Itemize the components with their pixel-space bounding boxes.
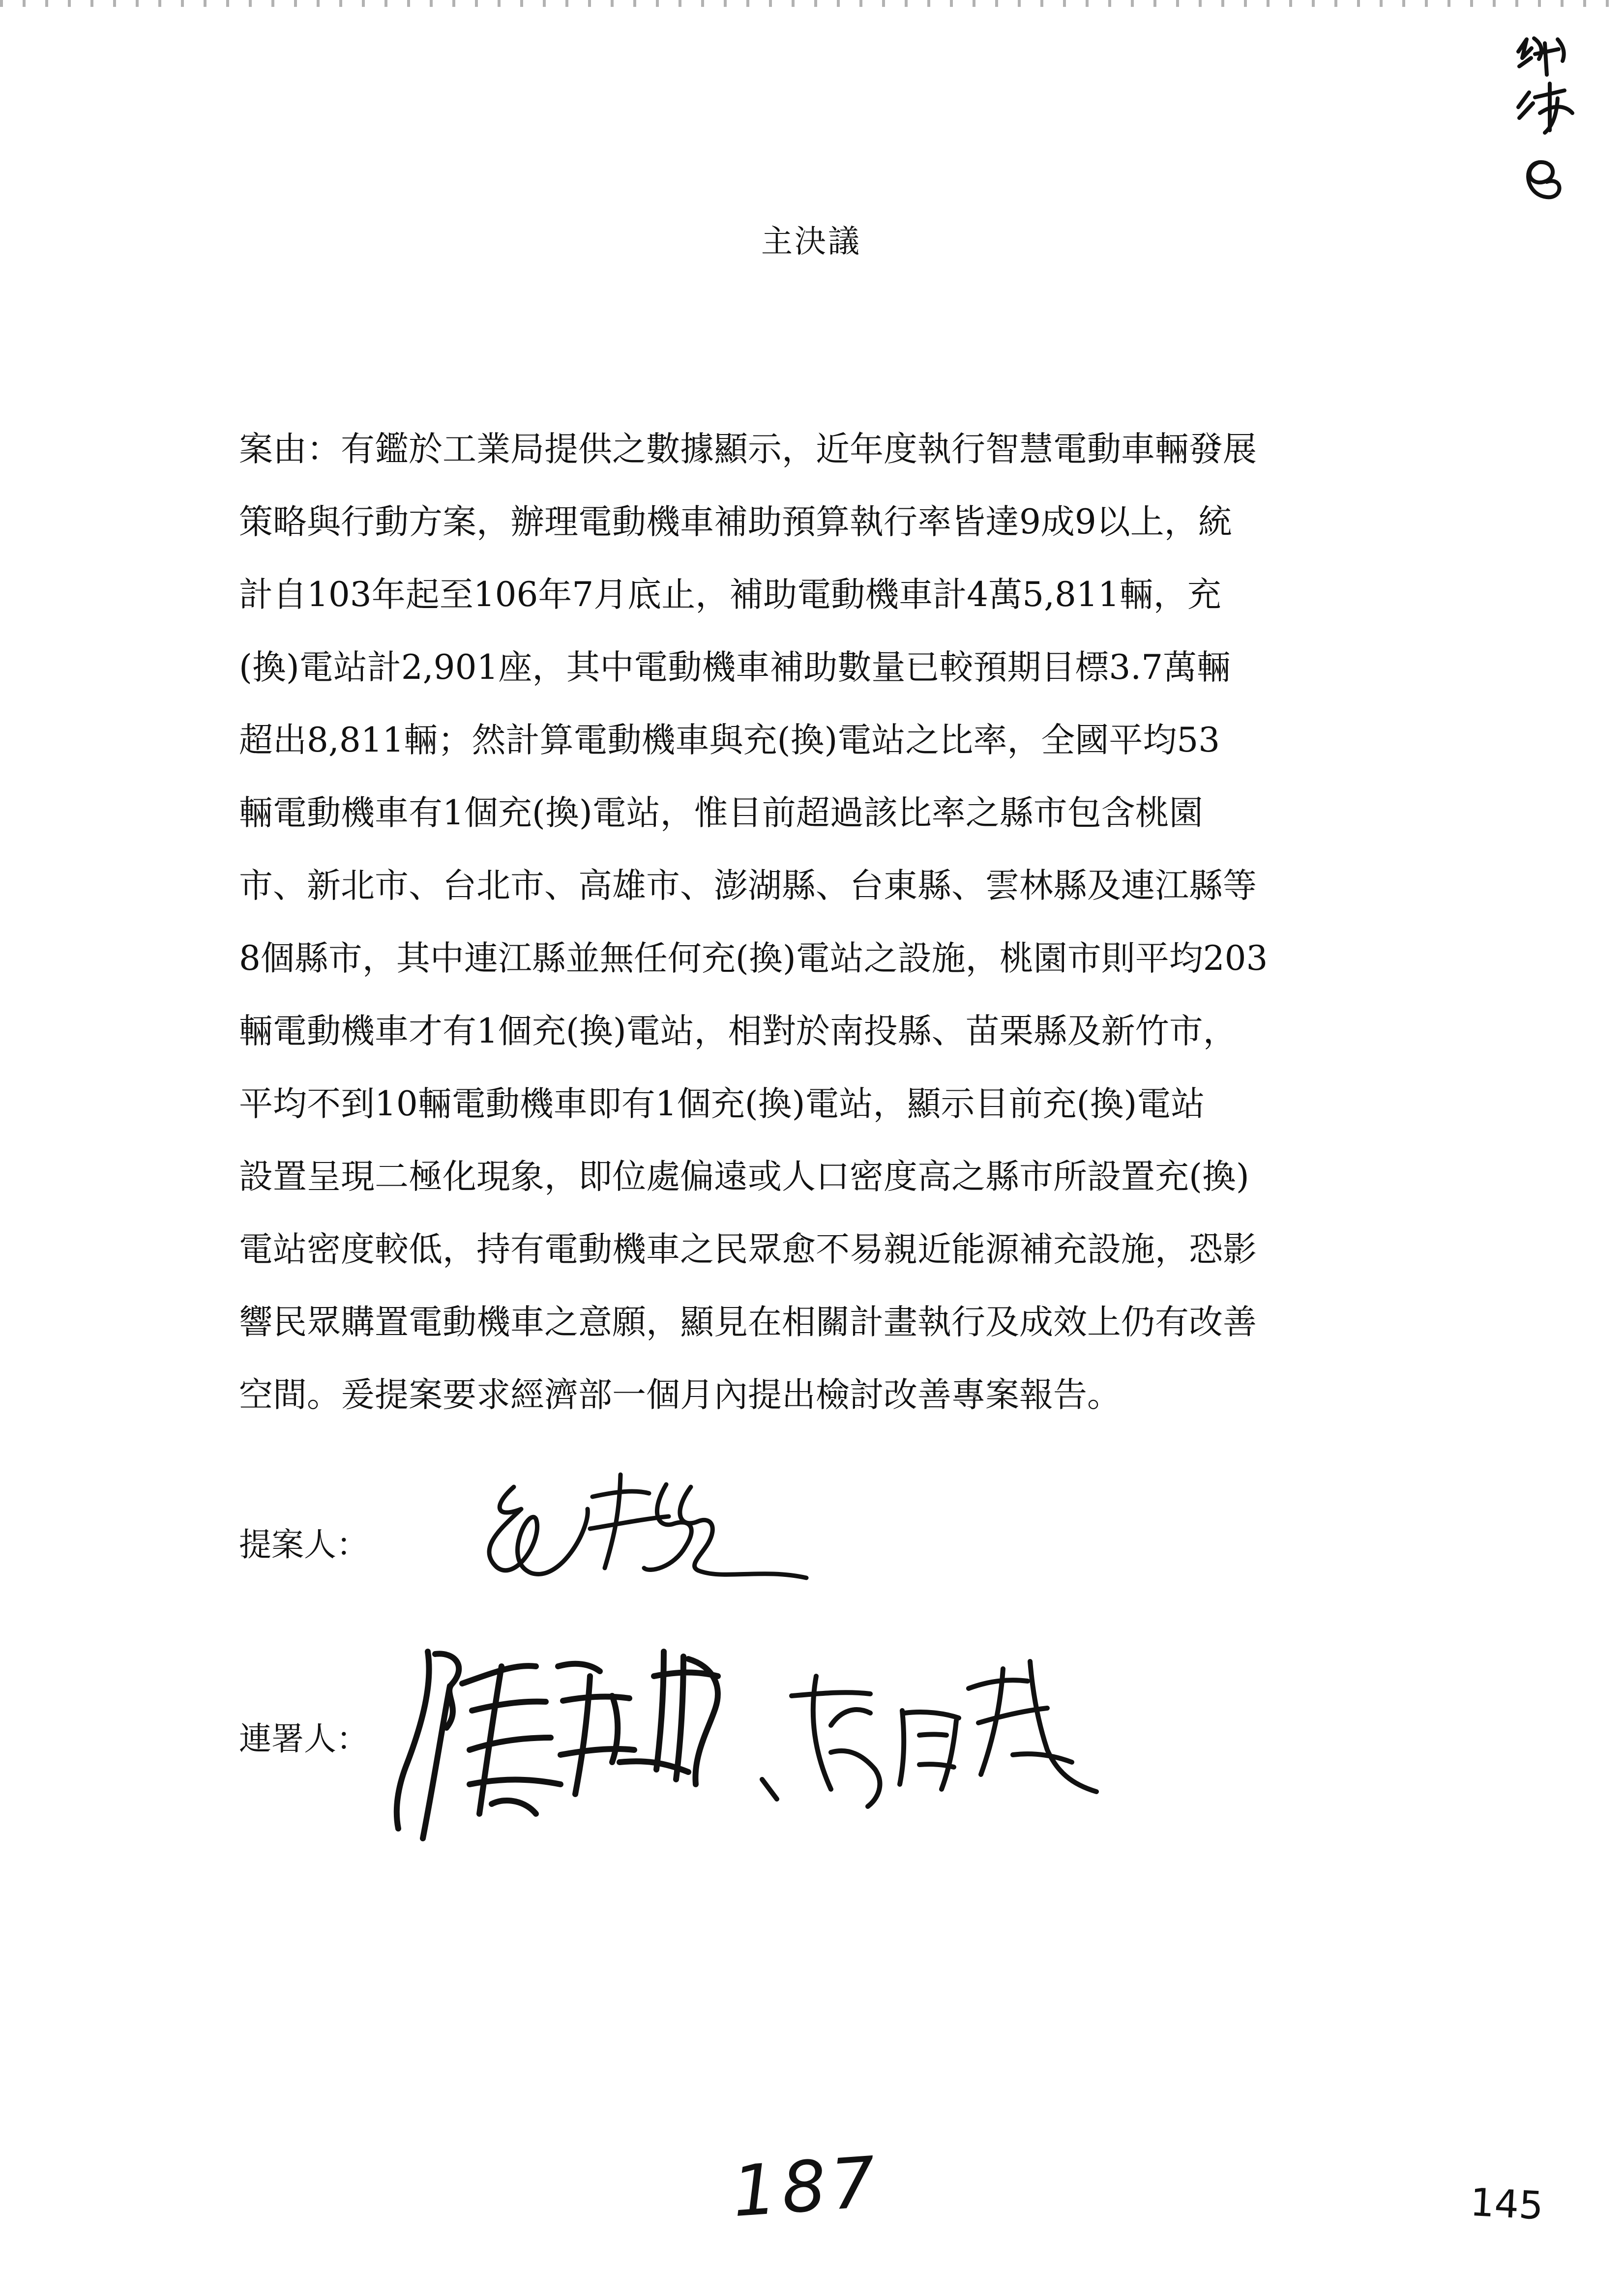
body-line: 策略與行動方案，辦理電動機車補助預算執行率皆達9成9以上，統 bbox=[239, 502, 1232, 542]
body-line: 輛電動機車有1個充(換)電站，惟目前超過該比率之縣市包含桃園 bbox=[239, 793, 1203, 833]
page-number-145: 145 bbox=[1469, 2180, 1545, 2229]
proposer-signature bbox=[443, 1455, 816, 1617]
cosigner-label: 連署人： bbox=[239, 1720, 369, 1758]
body-line: 設置呈現二極化現象，即位處偏遠或人口密度高之縣市所設置充(換) bbox=[239, 1157, 1249, 1196]
cosigner-signature-chen-chao-ming bbox=[388, 1637, 742, 1843]
proposer-label: 提案人： bbox=[239, 1526, 369, 1564]
scan-edge-marks bbox=[0, 0, 1624, 7]
body-line: 響民眾購置電動機車之意願，顯見在相關計畫執行及成效上仍有改善 bbox=[239, 1303, 1257, 1342]
document-body bbox=[239, 413, 1380, 1415]
handwritten-corner-note-graphic bbox=[1509, 29, 1583, 221]
body-line: 8個縣市，其中連江縣並無任何充(換)電站之設施，桃園市則平均203 bbox=[239, 939, 1268, 978]
body-line: 空間。爰提案要求經濟部一個月內提出檢討改善專案報告。 bbox=[239, 1375, 1121, 1415]
body-line: 輛電動機車才有1個充(換)電站，相對於南投縣、苗栗縣及新竹市， bbox=[239, 1012, 1237, 1051]
document-title: 主決議 bbox=[761, 224, 861, 260]
handwritten-corner-note bbox=[1509, 29, 1583, 221]
body-line: 市、新北市、台北市、高雄市、澎湖縣、台東縣、雲林縣及連江縣等 bbox=[239, 866, 1257, 905]
body-line: (換)電站計2,901座，其中電動機車補助數量已較預期目標3.7萬輛 bbox=[239, 648, 1231, 687]
body-line: 計自103年起至106年7月底止，補助電動機車計4萬5,811輛，充 bbox=[239, 575, 1221, 614]
body-line: 超出8,811輛；然計算電動機車與充(換)電站之比率，全國平均53 bbox=[239, 721, 1220, 760]
page-number-187: 187 bbox=[730, 2141, 883, 2233]
body-line: 電站密度較低，持有電動機車之民眾愈不易親近能源補充設施，恐影 bbox=[239, 1230, 1257, 1269]
cosigner-signature-second-graphic bbox=[757, 1652, 1160, 1838]
cosigner-signature-second bbox=[757, 1652, 1160, 1838]
proposer-signature-graphic bbox=[443, 1455, 816, 1617]
body-line: 案由：有鑑於工業局提供之數據顯示，近年度執行智慧電動車輛發展 bbox=[239, 430, 1257, 469]
cosigner-signature-chen-chao-ming-graphic bbox=[388, 1637, 742, 1843]
body-line: 平均不到10輛電動機車即有1個充(換)電站，顯示目前充(換)電站 bbox=[239, 1084, 1205, 1124]
